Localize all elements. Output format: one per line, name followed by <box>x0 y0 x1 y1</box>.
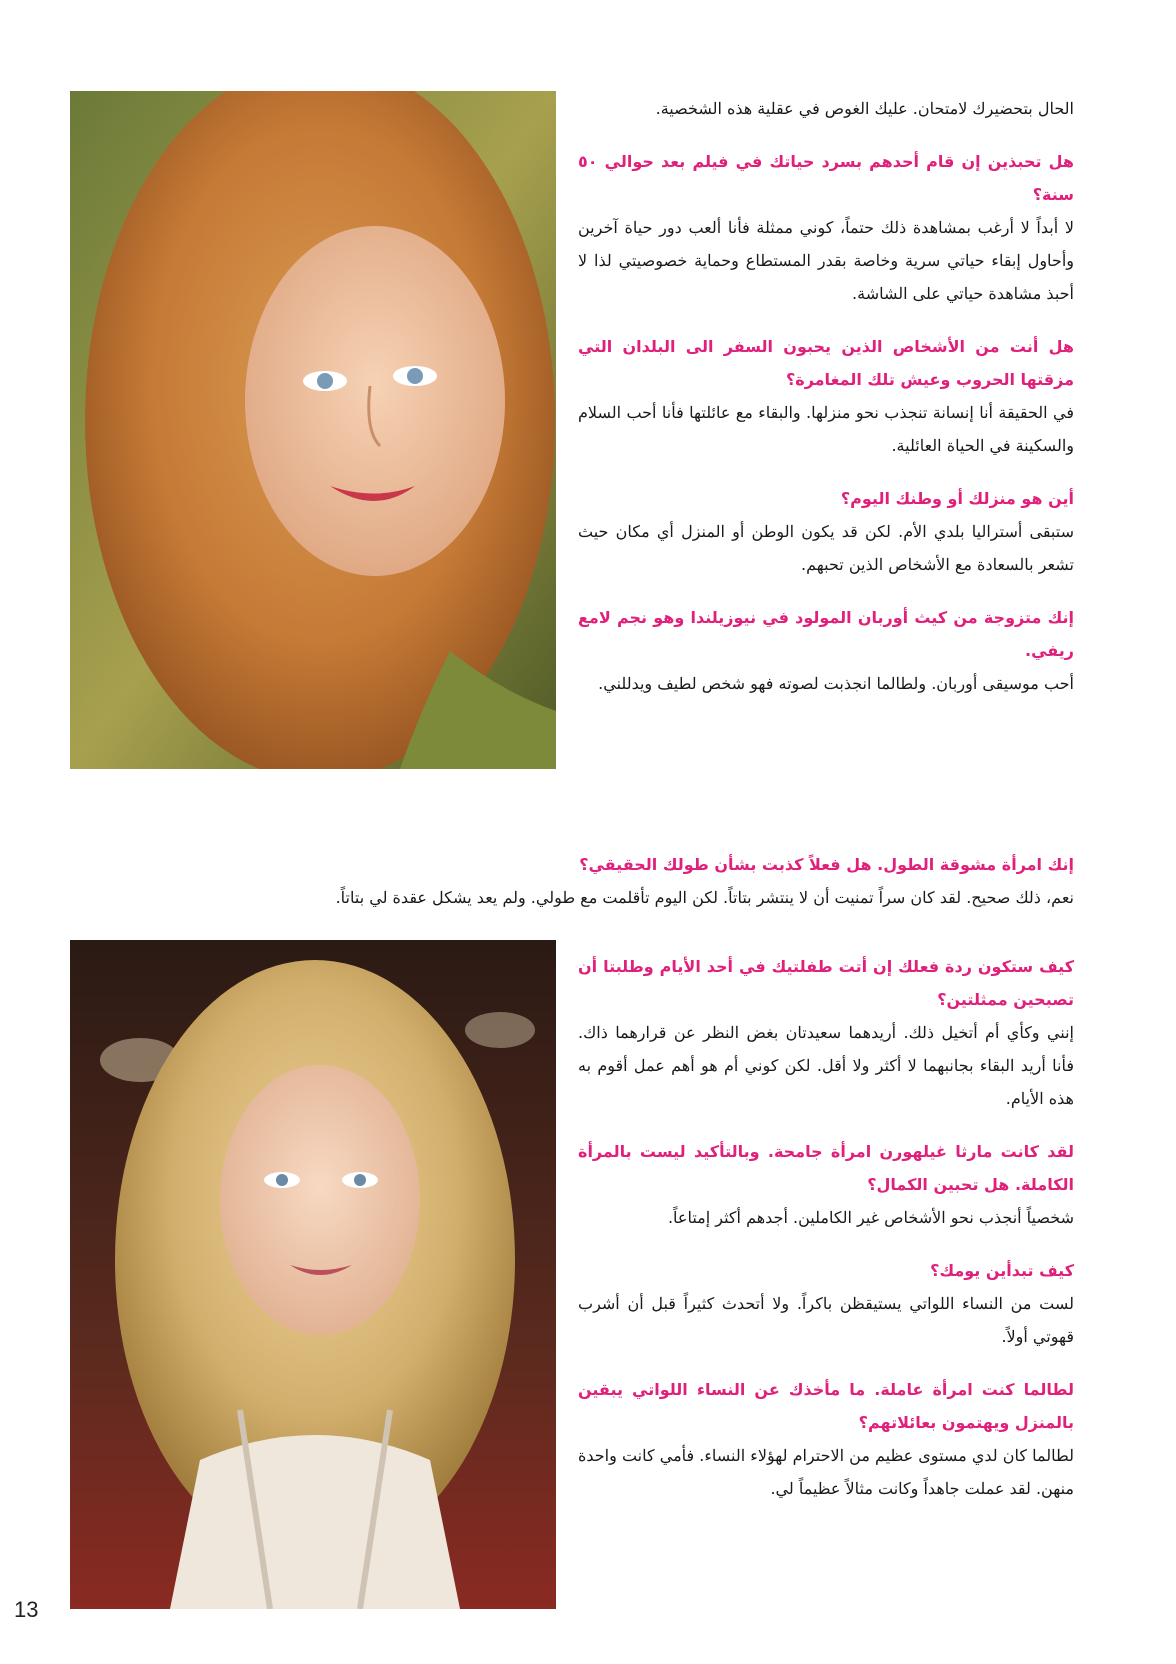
question-9: لطالما كنت امرأة عاملة. ما مأخذك عن النساء اللواتي يبقين بالمنزل ويهتمون بعائلاتهم؟ <box>578 1380 1074 1432</box>
question-8: كيف تبدأين يومك؟ <box>930 1261 1074 1280</box>
portrait-photo-bottom <box>70 940 556 1609</box>
answer-2: في الحقيقة أنا إنسانة تنجذب نحو منزلها. والبقاء مع عائلتها فأنا أحب السلام والسكينة في الحياة العائلية. <box>578 403 1074 455</box>
question-7: لقد كانت مارثا غيلهورن امرأة جامحة. وبالتأكيد ليست بالمرأة الكاملة. هل تحبين الكمال؟ <box>578 1142 1074 1194</box>
portrait-photo-top <box>70 91 556 769</box>
answer-1: لا أبداً لا أرغب بمشاهدة ذلك حتماً، كوني ممثلة فأنا ألعب دور حياة آخرين وأحاول إبقاء حياتي سرية وخاصة بقدر المستطاع وحماية خصوصيتي لذا لا أحبذ مشاهدة حياتي على الشاشة. <box>578 218 1074 303</box>
portrait-image-top <box>70 91 556 769</box>
question-1: هل تحبذين إن قام أحدهم بسرد حياتك في فيلم بعد حوالي ٥٠ سنة؟ <box>578 152 1074 204</box>
answer-9: لطالما كان لدي مستوى عظيم من الاحترام لهؤلاء النساء. فأمي كانت واحدة منهن. لقد عملت جاهداً وكانت مثالاً عظيماً لي. <box>578 1446 1074 1498</box>
answer-4: أحب موسيقى أوربان. ولطالما انجذبت لصوته فهو شخص لطيف ويدللني. <box>598 674 1074 693</box>
answer-3: ستبقى أستراليا بلدي الأم. لكن قد يكون الوطن أو المنزل أي مكان حيث تشعر بالسعادة مع الأشخاص الذين تحبهم. <box>578 522 1074 574</box>
answer-5: نعم، ذلك صحيح. لقد كان سراً تمنيت أن لا ينتشر بتاتاً. لكن اليوم تأقلمت مع طولي. ولم يعد يشكل عقدة لي بتاتاً. <box>335 888 1074 907</box>
answer-6: إنني وكأي أم أتخيل ذلك. أريدهما سعيدتان بغض النظر عن قرارهما ذاك. فأنا أريد البقاء بجانبهما لا أكثر ولا أقل. لكن كوني أم هو أهم عمل أقوم به هذه الأيام. <box>578 1023 1075 1108</box>
portrait-image-bottom <box>70 940 556 1609</box>
answer-7: شخصياً أنجذب نحو الأشخاص غير الكاملين. أجدهم أكثر إمتاعاً. <box>667 1208 1074 1227</box>
article-full-width <box>70 848 1074 914</box>
answer-8: لست من النساء اللواتي يستيقظن باكراً. ولا أتحدث كثيراً قبل أن أشرب قهوتي أولاً. <box>578 1294 1074 1346</box>
intro-text: الحال بتحضيرك لامتحان. عليك الغوص في عقلية هذه الشخصية. <box>655 99 1074 118</box>
question-3: أين هو منزلك أو وطنك اليوم؟ <box>840 489 1074 508</box>
article-column-top <box>578 92 1074 700</box>
page-number: 13 <box>14 1597 39 1622</box>
question-2: هل أنت من الأشخاص الذين يحبون السفر الى البلدان التي مزقتها الحروب وعيش تلك المغامرة؟ <box>578 337 1074 389</box>
question-5: إنك امرأة مشوقة الطول. هل فعلاً كذبت بشأن طولك الحقيقي؟ <box>579 855 1074 874</box>
article-column-bottom <box>578 950 1074 1505</box>
question-6: كيف ستكون ردة فعلك إن أتت طفلتيك في أحد الأيام وطلبتا أن تصبحين ممثلتين؟ <box>578 957 1074 1009</box>
question-4: إنك متزوجة من كيث أوربان المولود في نيوزيلندا وهو نجم لامع ريفي. <box>578 608 1074 660</box>
